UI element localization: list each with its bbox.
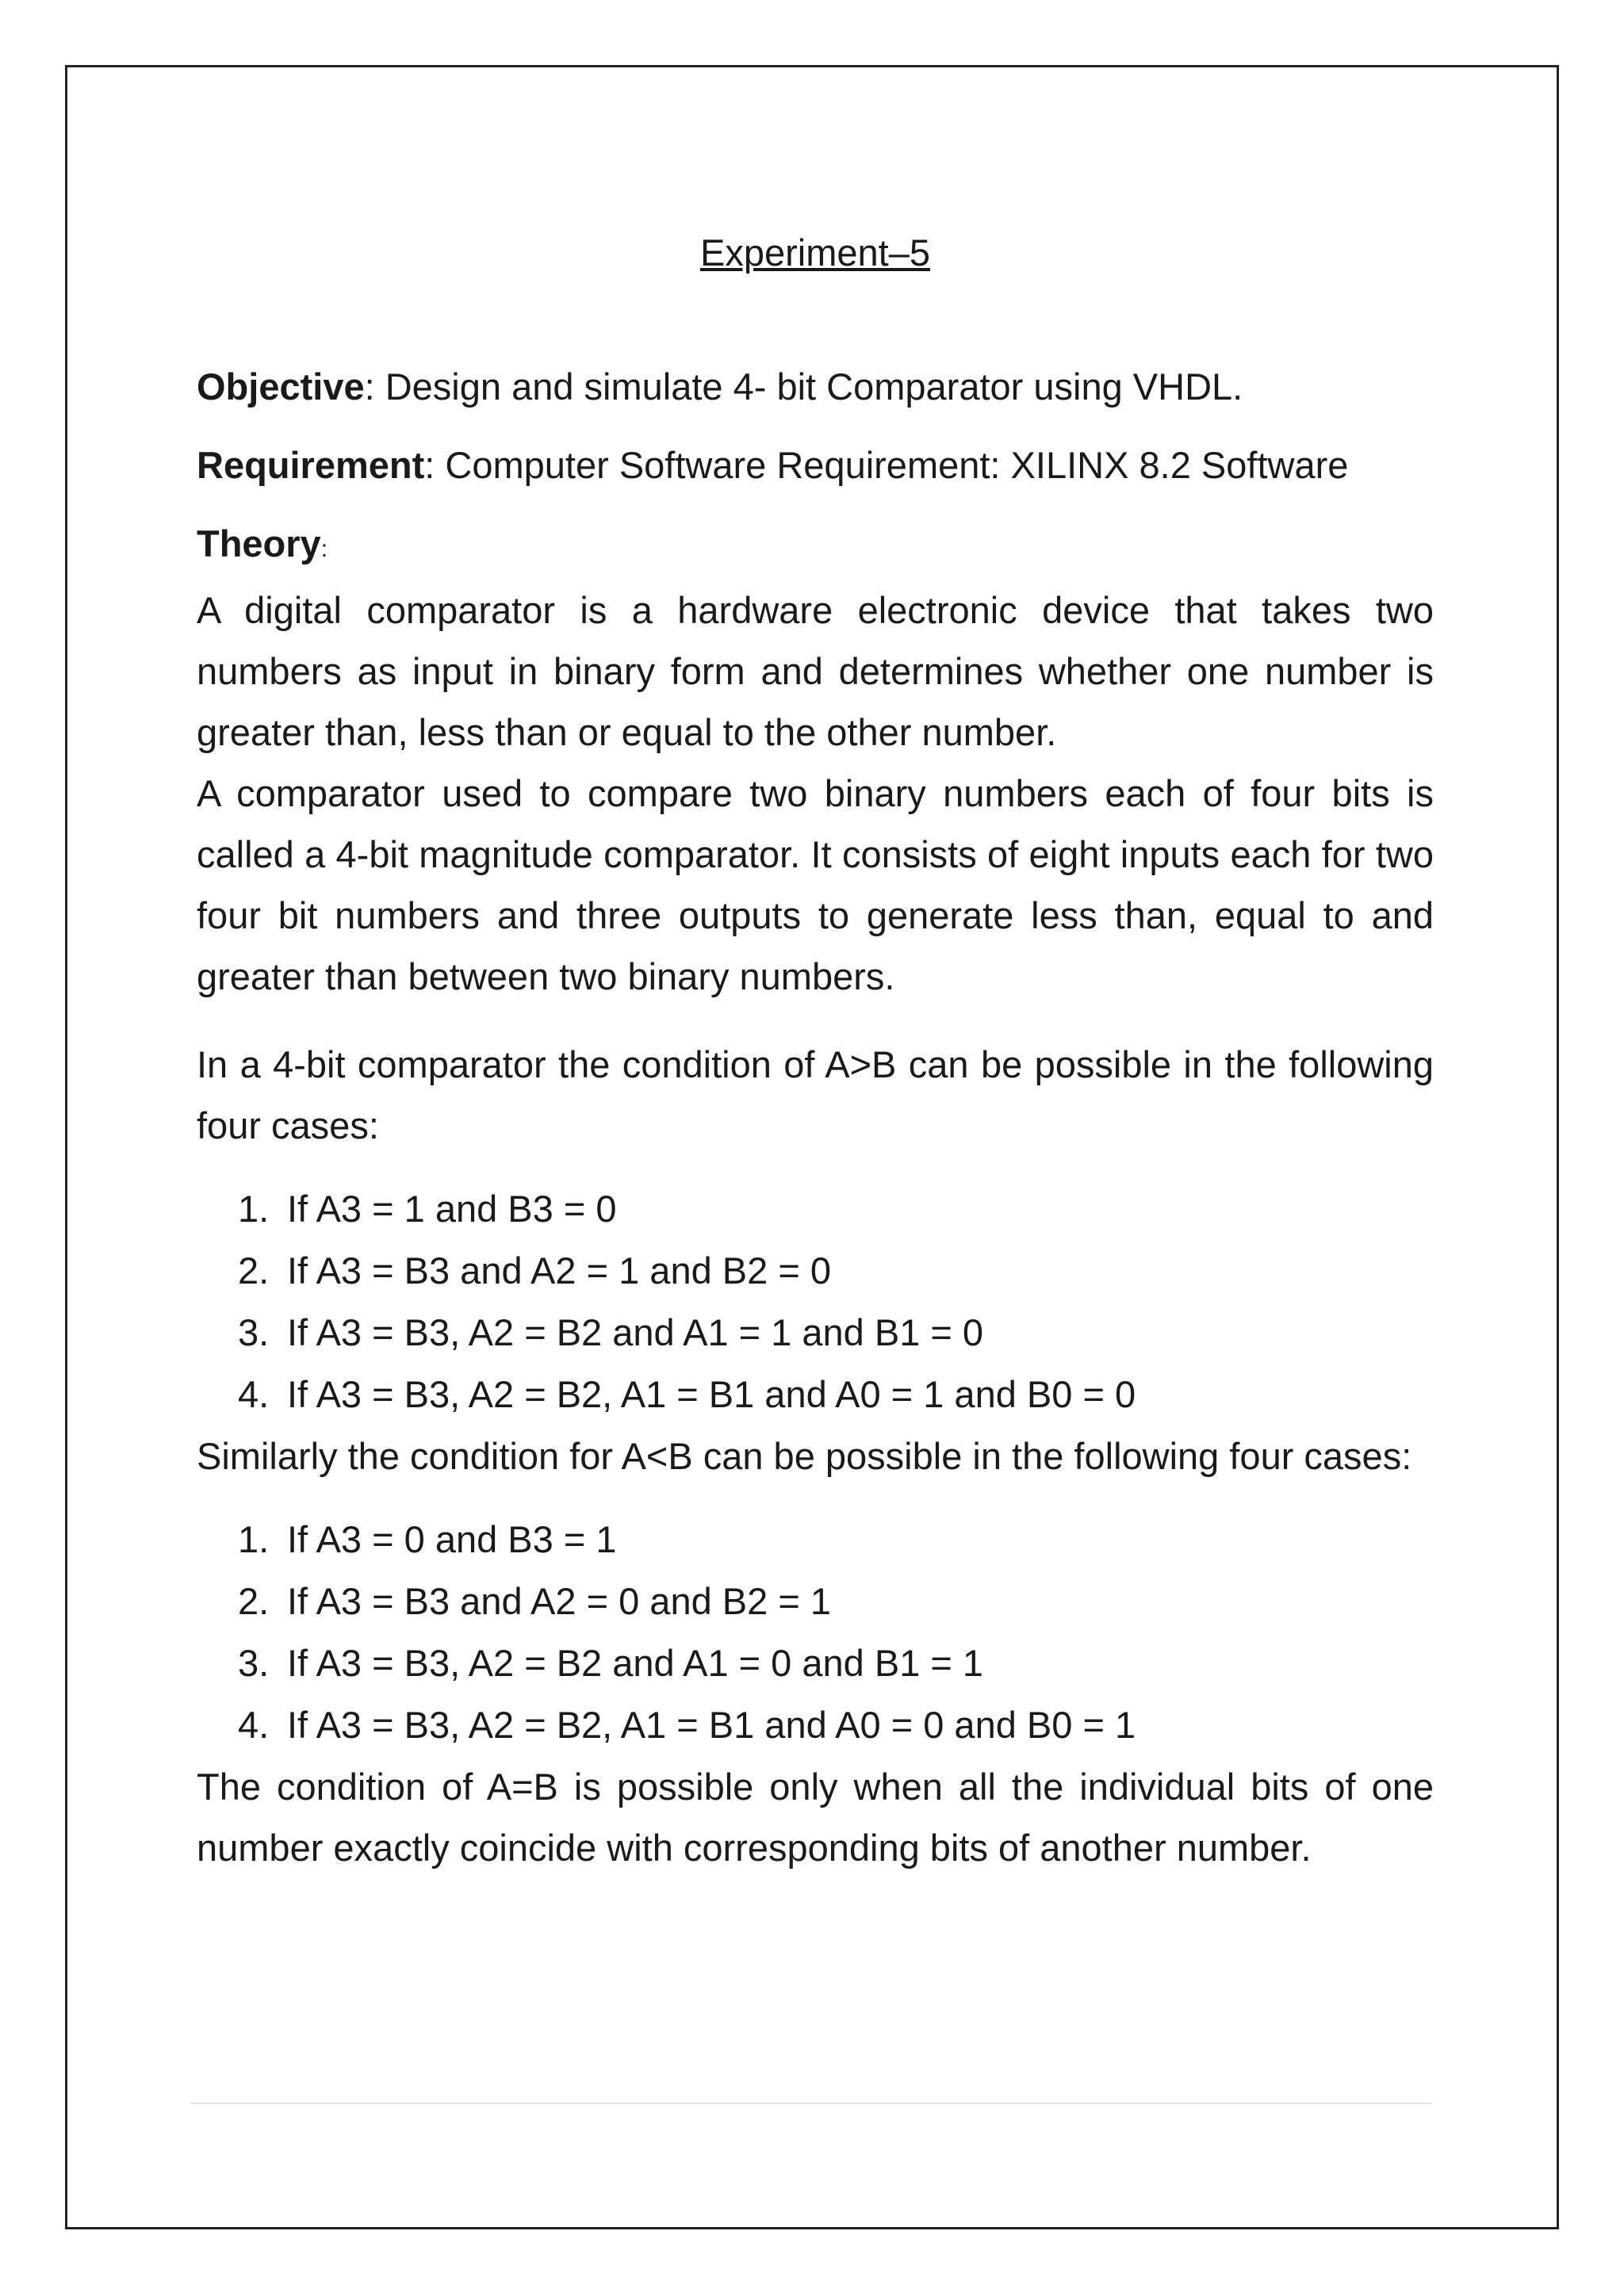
list-number: 2. <box>238 1580 270 1622</box>
list-item <box>238 1302 1434 1364</box>
list-text: If A3 = 0 and B3 = 1 <box>287 1518 617 1560</box>
requirement-line <box>197 434 1434 496</box>
objective-separator: : <box>364 365 375 408</box>
list-item <box>238 1178 1434 1240</box>
list-number: 2. <box>238 1249 270 1292</box>
requirement-text: Computer Software Requirement: XILINX 8.2 Software <box>435 444 1349 486</box>
list-number: 4. <box>238 1704 270 1746</box>
list-number: 3. <box>238 1642 270 1684</box>
objective-label: Objective <box>197 365 365 408</box>
requirement-label: Requirement <box>197 444 425 486</box>
list-text: If A3 = B3 and A2 = 1 and B2 = 0 <box>287 1249 831 1292</box>
list-number: 1. <box>238 1188 270 1230</box>
list-text: If A3 = B3, A2 = B2 and A1 = 1 and B1 = 0 <box>287 1311 984 1353</box>
theory-separator: : <box>320 536 328 562</box>
paragraph-magnitude-comparator: A comparator used to compare two binary numbers each of four bits is called a 4-bit magnitude comparator. It consists of eight inputs each for two four bit numbers and three outputs to generate less than, equal to and greater than between two binary numbers. <box>197 772 1434 997</box>
paragraph-definition: A digital comparator is a hardware electronic device that takes two numbers as input in binary form and determines whether one number is greater than, less than or equal to the other number. <box>197 589 1434 753</box>
list-text: If A3 = B3, A2 = B2 and A1 = 0 and B1 = 1 <box>287 1642 984 1684</box>
theory-label: Theory <box>197 522 321 564</box>
requirement-separator: : <box>424 444 435 486</box>
list-text: If A3 = B3, A2 = B2, A1 = B1 and A0 = 0 and B0 = 1 <box>287 1704 1136 1746</box>
paragraph-greater-intro: In a 4-bit comparator the condition of A>B can be possible in the following four cases: <box>197 1043 1434 1146</box>
list-text: If A3 = 1 and B3 = 0 <box>287 1188 617 1230</box>
objective-line <box>197 356 1434 417</box>
less-cases-list <box>197 1509 1434 1756</box>
list-item <box>238 1509 1434 1571</box>
list-text: If A3 = B3, A2 = B2, A1 = B1 and A0 = 1 and B0 = 0 <box>287 1373 1136 1415</box>
list-item <box>238 1694 1434 1756</box>
paragraph-less-intro: Similarly the condition for A<B can be possible in the following four cases: <box>197 1435 1412 1477</box>
list-number: 4. <box>238 1373 270 1415</box>
list-item <box>238 1364 1434 1425</box>
list-item <box>238 1571 1434 1632</box>
list-item <box>238 1240 1434 1302</box>
objective-text: Design and simulate 4- bit Comparator using VHDL. <box>374 365 1243 408</box>
list-item <box>238 1632 1434 1694</box>
list-text: If A3 = B3 and A2 = 0 and B2 = 1 <box>287 1580 831 1622</box>
page-title: Experiment–5 <box>700 232 930 274</box>
theory-heading <box>197 513 1434 580</box>
list-number: 1. <box>238 1518 270 1560</box>
list-number: 3. <box>238 1311 270 1353</box>
greater-cases-list <box>197 1178 1434 1425</box>
paragraph-equal-condition: The condition of A=B is possible only when all the individual bits of one number exactly coincide with corresponding bits of another number. <box>197 1766 1434 1869</box>
footer-divider <box>190 2103 1432 2104</box>
document-body <box>197 222 1434 1878</box>
